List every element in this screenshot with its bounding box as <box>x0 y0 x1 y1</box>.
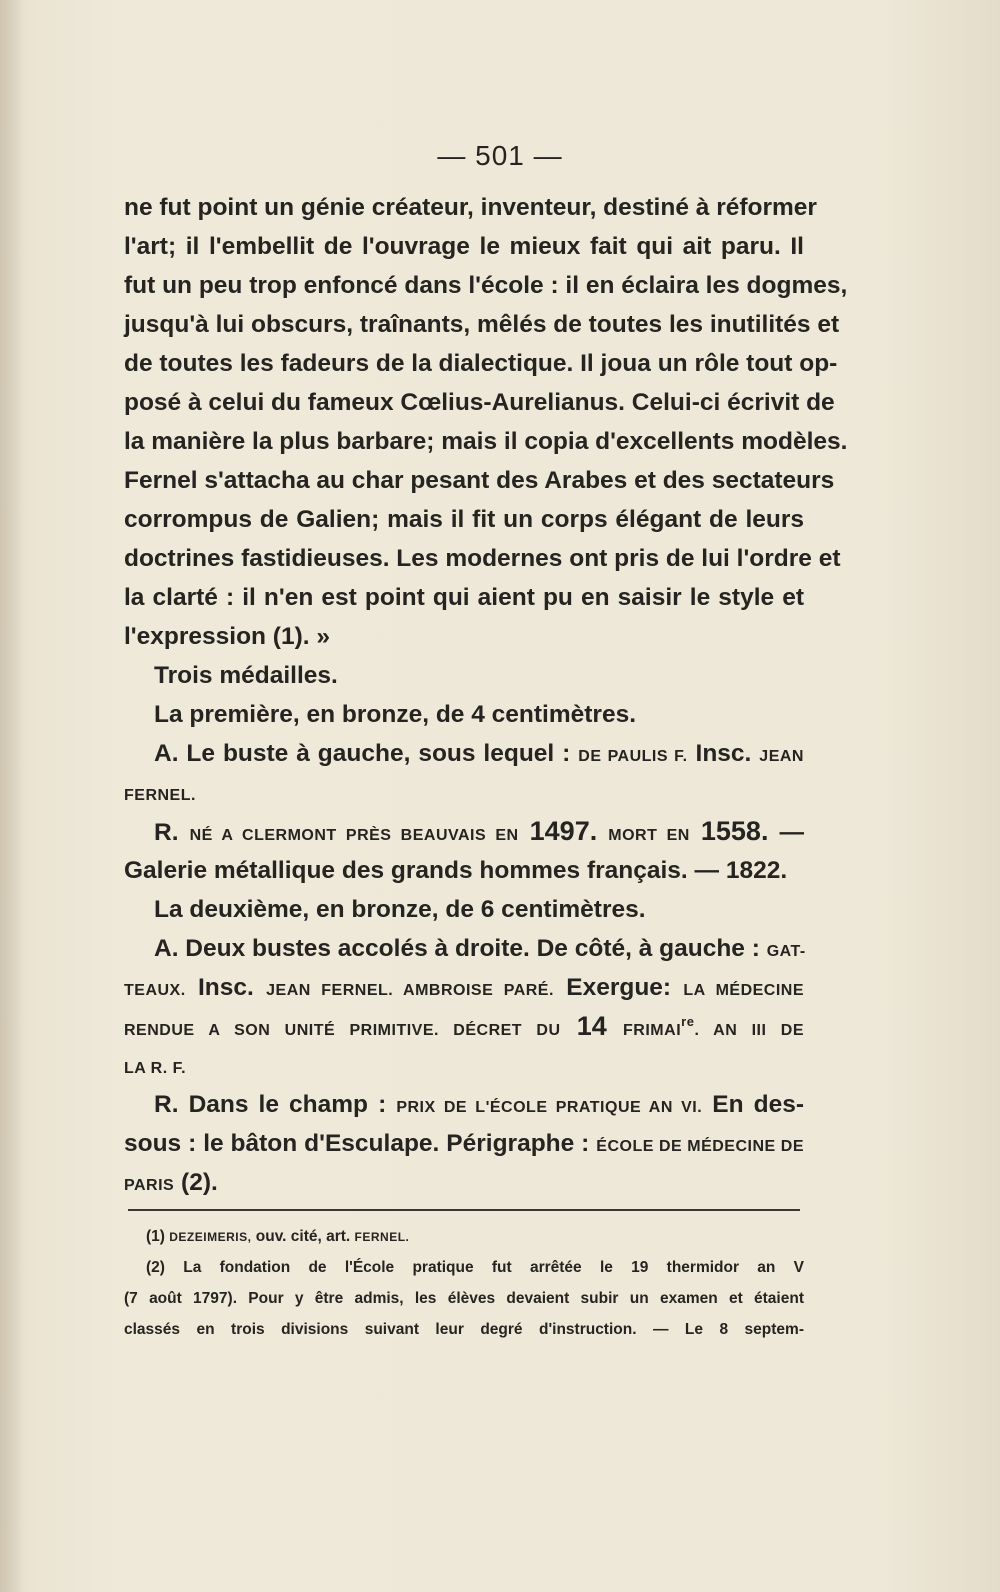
text-line: ne fut point un génie créateur, inventeur, destiné à réformer <box>124 194 817 221</box>
medal-2-obverse-cont: TEAUX. Insc. JEAN FERNEL. AMBROISE PARÉ. Exergue: LA MÉDECINE <box>124 974 805 1001</box>
text-line: Fernel s'attacha au char pesant des Arabes et des sectateurs <box>124 467 835 494</box>
footnote-divider <box>128 1209 800 1211</box>
footnote-2-cont: (7 août 1797). Pour y être admis, les élèves devaient subir un examen et étaient <box>124 1290 804 1307</box>
medal-1-reverse-cont: Galerie métallique des grands hommes français. — 1822. <box>124 857 788 884</box>
text-line: fut un peu trop enfoncé dans l'école : il en éclaira les dogmes, <box>124 272 848 299</box>
text-line: l'expression (1). » <box>124 623 330 650</box>
text-line: la clarté : il n'en est point qui aient pu en saisir le style et <box>124 584 804 611</box>
main-text <box>124 188 848 1202</box>
medal-2-obverse-cont: RENDUE A SON UNITÉ PRIMITIVE. DÉCRET DU 14 $FRIMAI^{re}$. AN III DE <box>124 1011 805 1041</box>
text-line: la manière la plus barbare; mais il copia d'excellents modèles. <box>124 428 848 455</box>
text-line: l'art; il l'embellit de l'ouvrage le mieux fait qui ait paru. Il <box>124 233 804 260</box>
text-line: de toutes les fadeurs de la dialectique. Il joua un rôle tout op- <box>124 350 838 377</box>
medal-2-reverse-cont: PARIS (2). <box>124 1169 218 1196</box>
medal-2-description: La deuxième, en bronze, de 6 centimètres. <box>154 896 646 923</box>
medal-2-obverse-cont: LA R. F. <box>124 1060 187 1077</box>
text-line: posé à celui du fameux Cœlius-Aurelianus. Celui-ci écrivit de <box>124 389 835 416</box>
medal-1-obverse: A. Le buste à gauche, sous lequel : DE PAULIS F. Insc. JEAN <box>154 740 804 767</box>
medal-1-description: La première, en bronze, de 4 centimètres. <box>154 701 637 728</box>
footnote-2-cont: classés en trois divisions suivant leur degré d'instruction. — Le 8 septem- <box>124 1321 804 1338</box>
medal-2-obverse: A. Deux bustes accolés à droite. De côté, à gauche : GAT- <box>154 935 806 962</box>
text-line: jusqu'à lui obscurs, traînants, mêlés de toutes les inutilités et <box>124 311 840 338</box>
medal-1-obverse-cont: FERNEL. <box>124 787 196 804</box>
footnote-2: (2) La fondation de l'École pratique fut arrêtée le 19 thermidor an V <box>146 1259 804 1276</box>
footnotes <box>124 1221 804 1345</box>
heading-trois-medailles: Trois médailles. <box>154 662 338 689</box>
footnote-1: (1) DEZEIMERIS, ouv. cité, art. FERNEL. <box>146 1228 410 1245</box>
medal-1-reverse: R. NÉ A CLERMONT PRÈS BEAUVAIS EN 1497. MORT EN 1558. — <box>154 816 805 846</box>
page-number: — 501 — <box>437 140 563 171</box>
medal-2-reverse: R. Dans le champ : PRIX DE L'ÉCOLE PRATIQUE AN VI. En des- <box>154 1091 804 1118</box>
medal-2-reverse-cont: sous : le bâton d'Esculape. Périgraphe : ÉCOLE DE MÉDECINE DE <box>124 1130 804 1157</box>
text-line: doctrines fastidieuses. Les modernes ont pris de lui l'ordre et <box>124 545 841 572</box>
text-line: corrompus de Galien; mais il fit un corps élégant de leurs <box>124 506 804 533</box>
